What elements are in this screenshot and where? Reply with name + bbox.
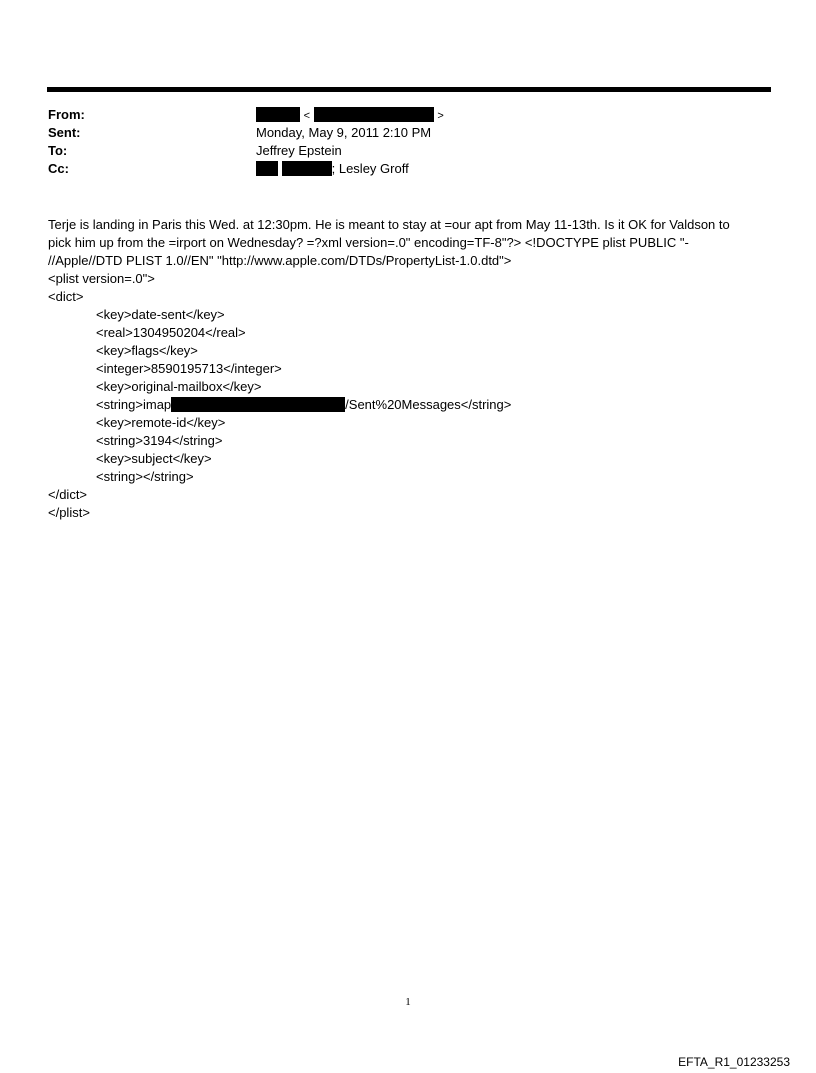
mailbox-suffix: /Sent%20Messages</string> (345, 397, 512, 412)
to-value: Jeffrey Epstein (256, 143, 342, 158)
from-label: From: (48, 107, 85, 122)
sent-label: Sent: (48, 125, 81, 140)
redaction-block (314, 107, 434, 122)
mailbox-prefix: <string>imap (96, 397, 172, 412)
body-line: <dict> (48, 289, 84, 304)
dict-line: <string>3194</string> (96, 433, 223, 448)
to-label: To: (48, 143, 68, 158)
email-body (48, 216, 764, 522)
body-line: Terje is landing in Paris this Wed. at 12:30pm. He is meant to stay at =our apt from May 11-13th. Is it OK for Valdson to (48, 217, 730, 232)
dict-line: <key>date-sent</key> (96, 307, 225, 322)
from-open-bracket: < (303, 110, 311, 122)
sent-value: Monday, May 9, 2011 2:10 PM (256, 125, 432, 140)
mailbox-line (48, 396, 764, 414)
dict-line: <key>subject</key> (96, 451, 212, 466)
body-line: //Apple//DTD PLIST 1.0//EN" "http://www.apple.com/DTDs/PropertyList-1.0.dtd"> (48, 253, 512, 268)
dict-line: <real>1304950204</real> (96, 325, 246, 340)
dict-line: <key>original-mailbox</key> (96, 379, 262, 394)
redaction-block (171, 397, 345, 412)
dict-line: <key>flags</key> (96, 343, 198, 358)
closing-line: </dict> (48, 487, 88, 502)
dict-line: <integer>8590195713</integer> (96, 361, 282, 376)
dict-line: <string></string> (96, 469, 194, 484)
redaction-block (256, 161, 278, 176)
document-id: EFTA_R1_01233253 (678, 1055, 790, 1069)
cc-names: ; Lesley Groff (331, 161, 409, 176)
dict-line: <key>remote-id</key> (96, 415, 226, 430)
page-number: 1 (405, 996, 411, 1008)
cc-label: Cc: (48, 161, 69, 176)
closing-line: </plist> (48, 505, 90, 520)
from-close-bracket: > (437, 110, 444, 122)
redaction-block (282, 161, 332, 176)
body-line: pick him up from the =irport on Wednesday? =?xml version=.0" encoding=TF-8"?> <!DOCTYPE plist PUBLIC "- (48, 235, 689, 250)
body-line: <plist version=.0"> (48, 271, 155, 286)
cc-value (256, 161, 409, 176)
redaction-block (256, 107, 300, 122)
from-value (256, 107, 444, 122)
header-rule (47, 87, 771, 92)
